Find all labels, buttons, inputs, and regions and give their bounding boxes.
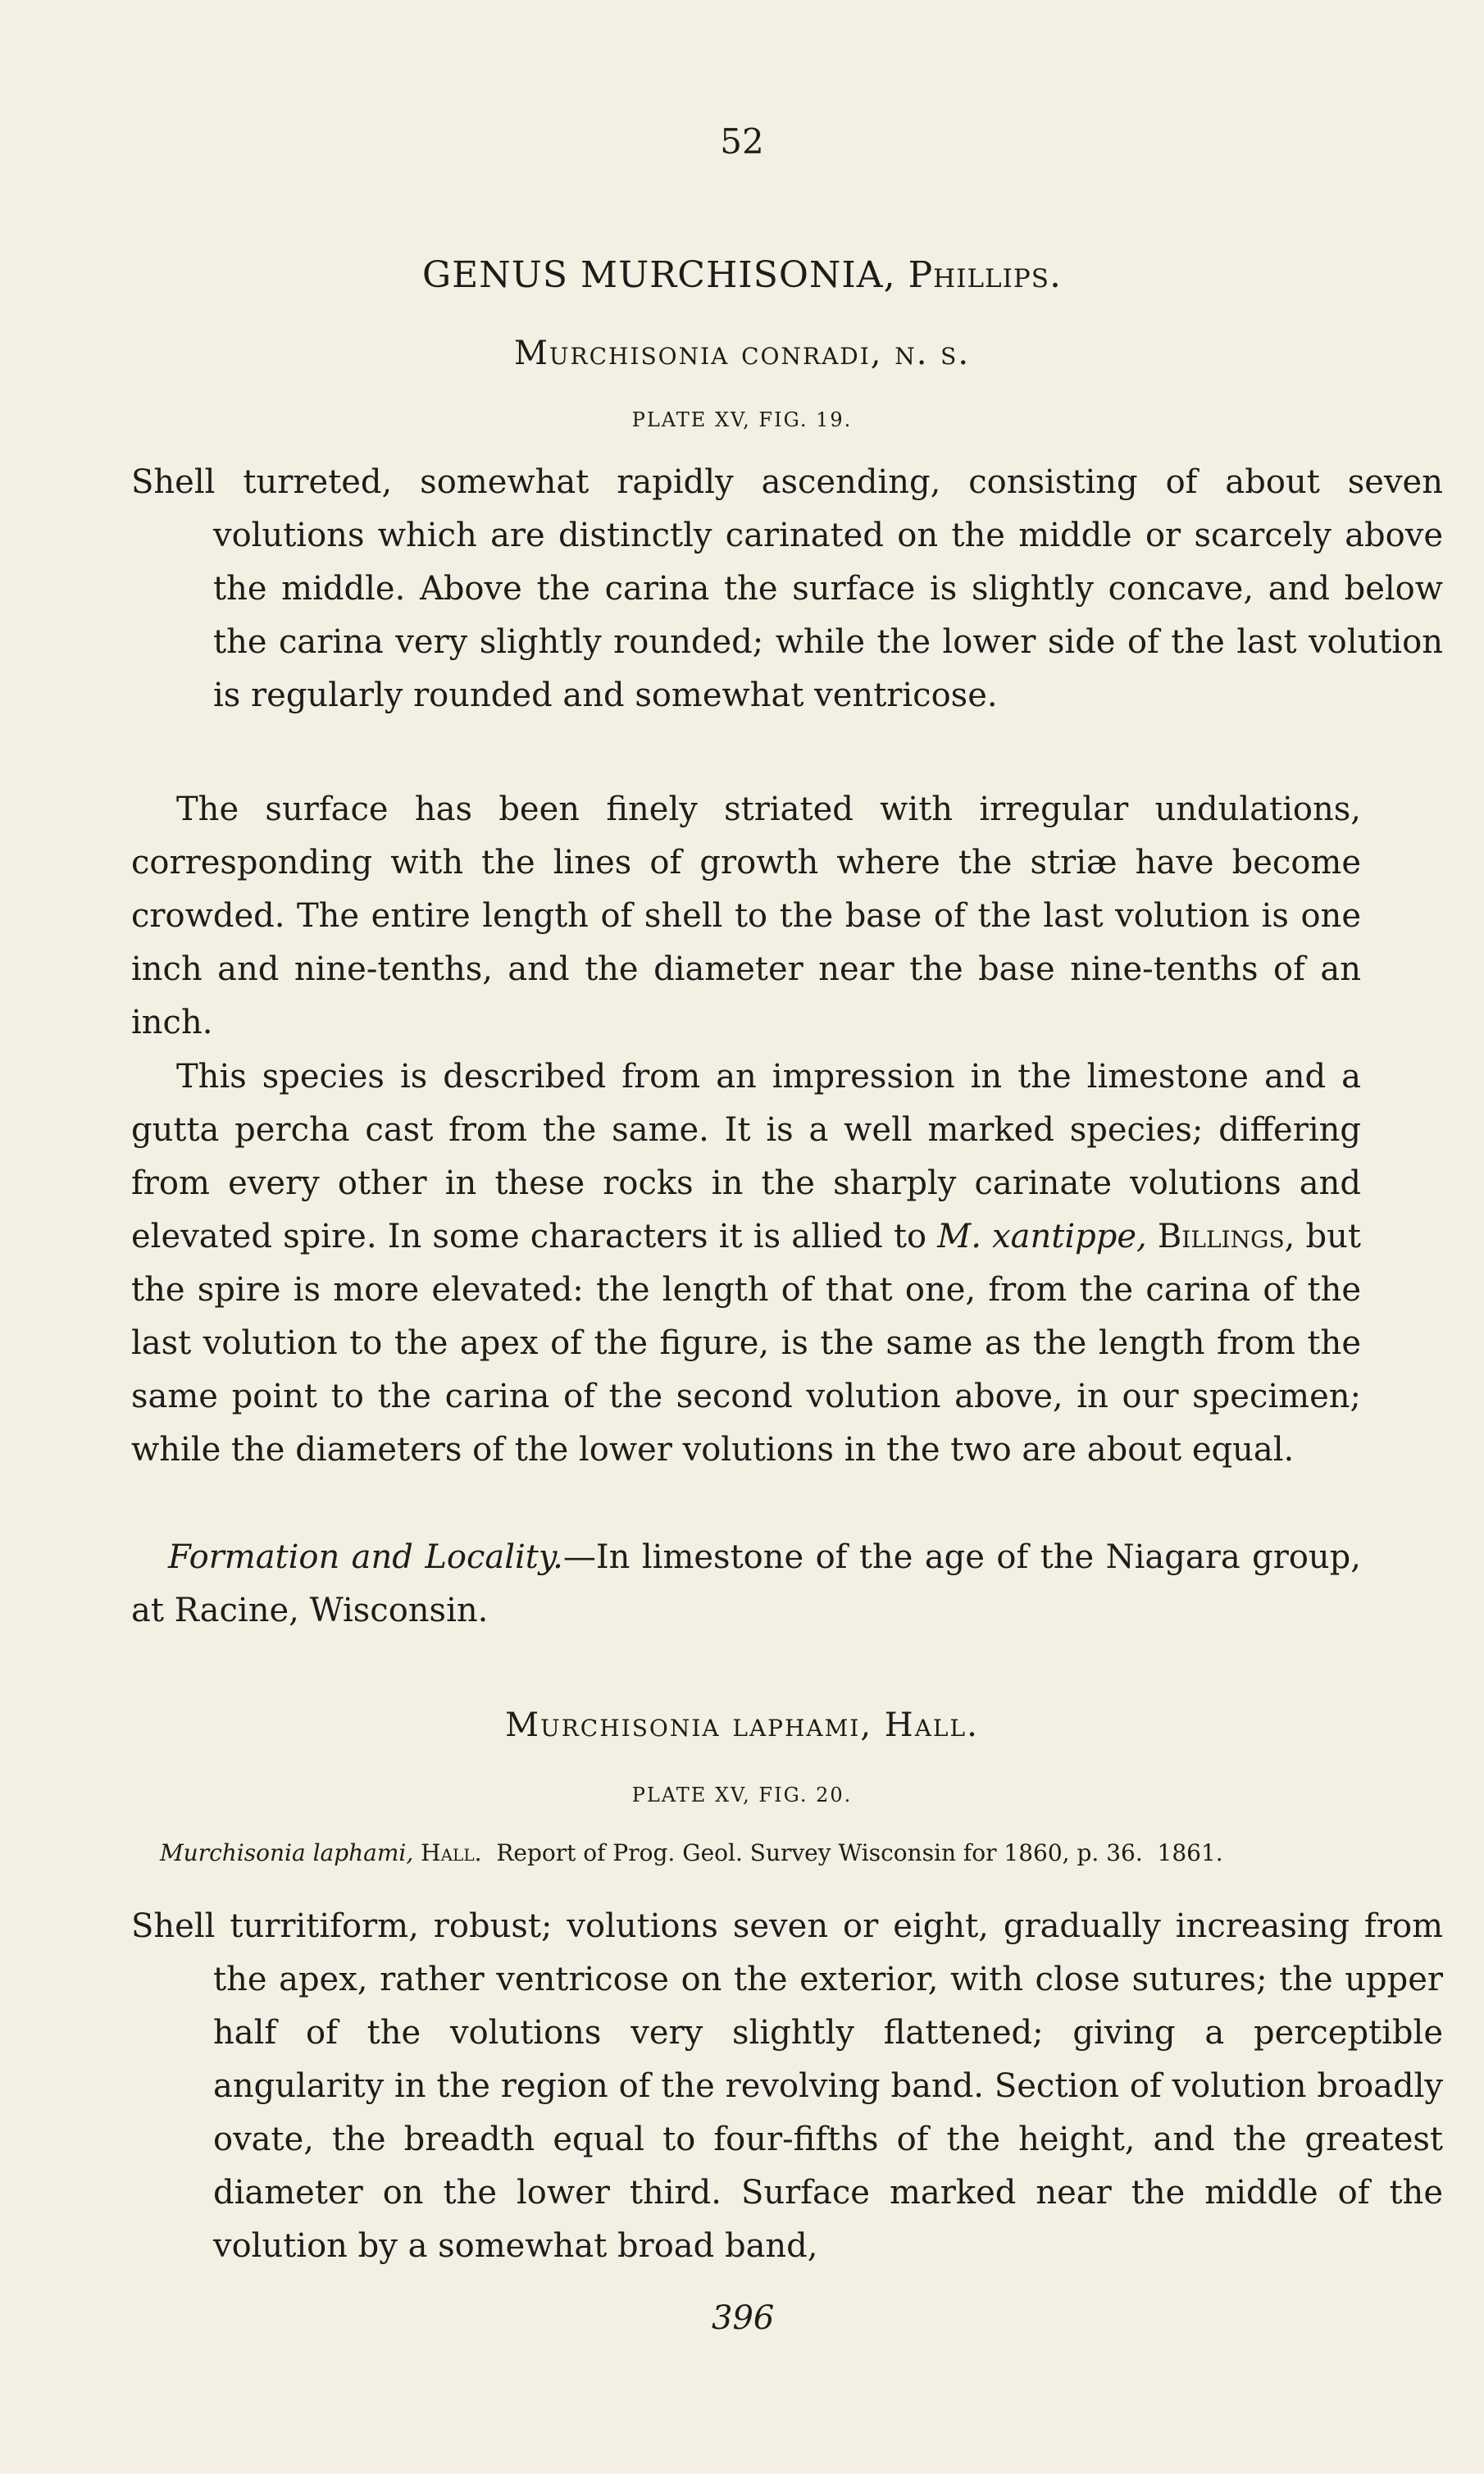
- genus-heading-author: Phillips.: [908, 254, 1062, 296]
- species2-heading-name: Murchisonia laphami,: [505, 1706, 873, 1744]
- genus-heading-main: GENUS MURCHISONIA,: [422, 254, 896, 296]
- species1-description: Shell turreted, somewhat rapidly ascending, consisting of about seven volutions which are distinctly carinated on the middle or scarcely above the middle. Above the carina the surface is slightly concave, and below the carina very slightly rounded; while the lower side of the last volution is regularly rounded and somewhat ventricose.: [131, 463, 1443, 714]
- ref-text: Report of Prog. Geol. Survey Wisconsin for 1860, p. 36. 1861.: [481, 1839, 1223, 1866]
- comparison-text-a: This species is described from an impression in the limestone and a gutta percha cast from the same. It is a well marked species; differing from every other in these rocks in the sharply carinate volutions and elevated spire. In some characters it is allied to: [131, 1058, 1361, 1255]
- signature-mark: 396: [712, 2299, 775, 2337]
- species2-description: Shell turritiform, robust; volutions seven or eight, gradually increasing from the apex, rather ventricose on the exterior, with close sutures; the upper half of the volutions very slightly flattened; giving a perceptible angularity in the region of the revolving band. Section of volution broadly ovate, the breadth equal to four-fifths of the height, and the greatest diameter on the lower third. Surface marked near the middle of the volution by a somewhat broad band,: [131, 1907, 1443, 2265]
- ref-author: Hall.: [413, 1839, 482, 1866]
- formation-label: Formation and Locality.: [168, 1538, 563, 1576]
- species2-reference: [160, 1839, 1361, 1866]
- species2-plate: PLATE XV, FIG. 20.: [631, 1784, 853, 1807]
- genus-heading: [0, 254, 1484, 296]
- species1-comparison: [131, 1050, 1361, 1477]
- formation-text: —In limestone of the age of the Niagara group, at Racine, Wisconsin.: [131, 1538, 1361, 1629]
- species1-surface: The surface has been finely striated with irregular undulations, corresponding with the lines of growth where the striæ have become crowded. The entire length of shell to the base of the last volution is one inch and nine-tenths, and the diameter near the base nine-tenths of an inch.: [131, 790, 1361, 1041]
- species2-heading-author: Hall.: [872, 1706, 979, 1744]
- comparison-author: Billings,: [1146, 1218, 1295, 1255]
- comparison-text-b: but the spire is more elevated: the length of that one, from the carina of the last volution to the apex of the figure, is the same as the length from the same point to the carina of the second volution above, in our specimen; while the diameters of the lower volutions in the two are about equal.: [131, 1218, 1361, 1469]
- species1-heading: Murchisonia conradi, n. s.: [513, 335, 971, 372]
- page-number: 52: [720, 121, 764, 162]
- species1-plate: PLATE XV, FIG. 19.: [631, 408, 853, 431]
- ref-name: Murchisonia laphami,: [160, 1839, 414, 1866]
- species2-heading: [0, 1706, 1484, 1744]
- comparison-species: M. xantippe,: [937, 1218, 1147, 1255]
- species1-formation: [131, 1531, 1361, 1638]
